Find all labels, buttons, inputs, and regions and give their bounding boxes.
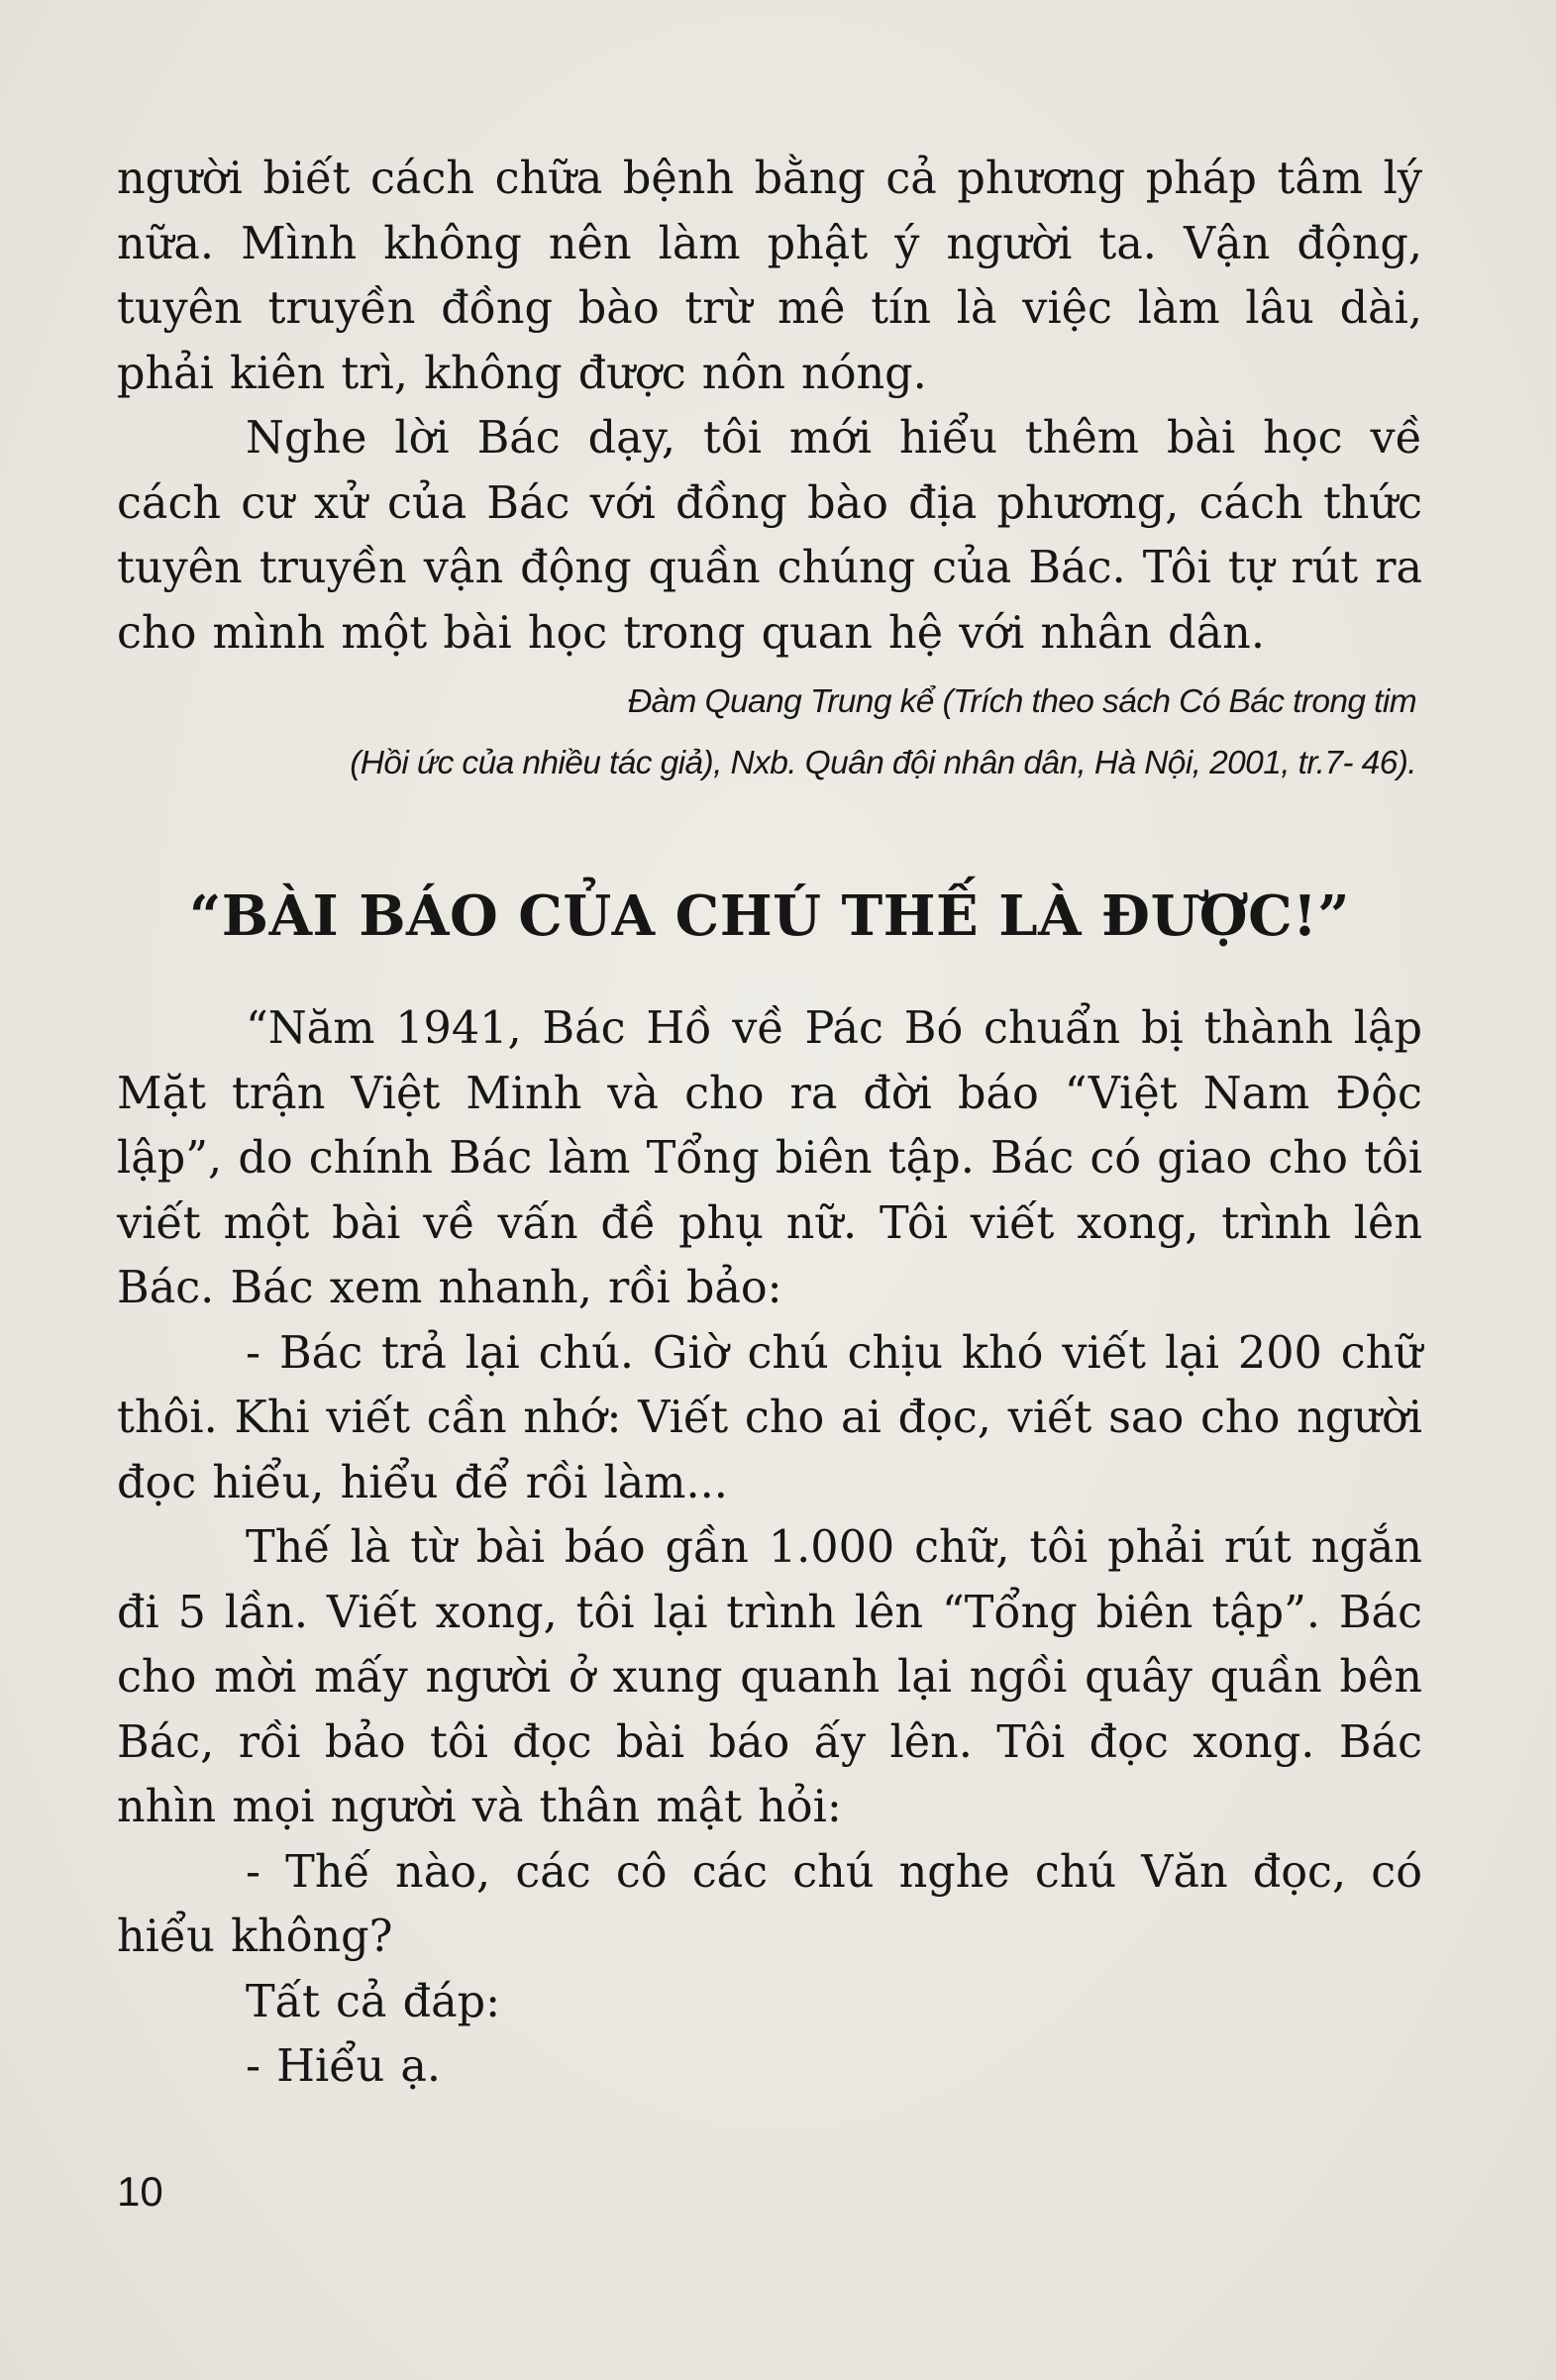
citation	[117, 672, 1422, 794]
paragraph-rewrite: Thế là từ bài báo gần 1.000 chữ, tôi phải rút ngắn đi 5 lần. Viết xong, tôi lại trình lên “Tổng biên tập”. Bác cho mời mấy người ở xung quanh lại ngồi quây quần bên Bác, rồi bảo tôi đọc bài báo ấy lên. Tôi đọc xong. Bác nhìn mọi người và thân mật hỏi:	[117, 1522, 1422, 1832]
page-content	[117, 147, 1422, 2100]
section-title: “BÀI BÁO CỦA CHÚ THẾ LÀ ĐƯỢC!”	[189, 883, 1350, 949]
paragraph-dialogue-1: - Bác trả lại chú. Giờ chú chịu khó viết lại 200 chữ thôi. Khi viết cần nhớ: Viết cho ai đọc, viết sao cho người đọc hiểu, hiểu để rồi làm...	[117, 1327, 1422, 1508]
paragraph-story-intro: “Năm 1941, Bác Hồ về Pác Bó chuẩn bị thành lập Mặt trận Việt Minh và cho ra đời báo “Việt Nam Độc lập”, do chính Bác làm Tổng biên tập. Bác có giao cho tôi viết một bài về vấn đề phụ nữ. Tôi viết xong, trình lên Bác. Bác xem nhanh, rồi bảo:	[117, 1003, 1422, 1313]
paragraph-lesson: Nghe lời Bác dạy, tôi mới hiểu thêm bài học về cách cư xử của Bác với đồng bào địa phương, cách thức tuyên truyền vận động quần chúng của Bác. Tôi tự rút ra cho mình một bài học trong quan hệ với nhân dân.	[117, 413, 1422, 659]
page-number: 10	[117, 2168, 163, 2215]
paragraph-all-answer: Tất cả đáp:	[246, 1976, 501, 2027]
paragraph-continued: người biết cách chữa bệnh bằng cả phương pháp tâm lý nữa. Mình không nên làm phật ý người ta. Vận động, tuyên truyền đồng bào trừ mê tín là việc làm lâu dài, phải kiên trì, không được nôn nóng.	[117, 154, 1422, 399]
paragraph-dialogue-3: - Hiểu ạ.	[246, 2041, 442, 2092]
paragraph-dialogue-2: - Thế nào, các cô các chú nghe chú Văn đọc, có hiểu không?	[117, 1846, 1422, 1962]
citation-line-2: (Hồi ức của nhiều tác giả), Nxb. Quân đội nhân dân, Hà Nội, 2001, tr.7- 46).	[350, 745, 1416, 781]
citation-line-1: Đàm Quang Trung kể (Trích theo sách Có Bác trong tim	[627, 683, 1416, 720]
